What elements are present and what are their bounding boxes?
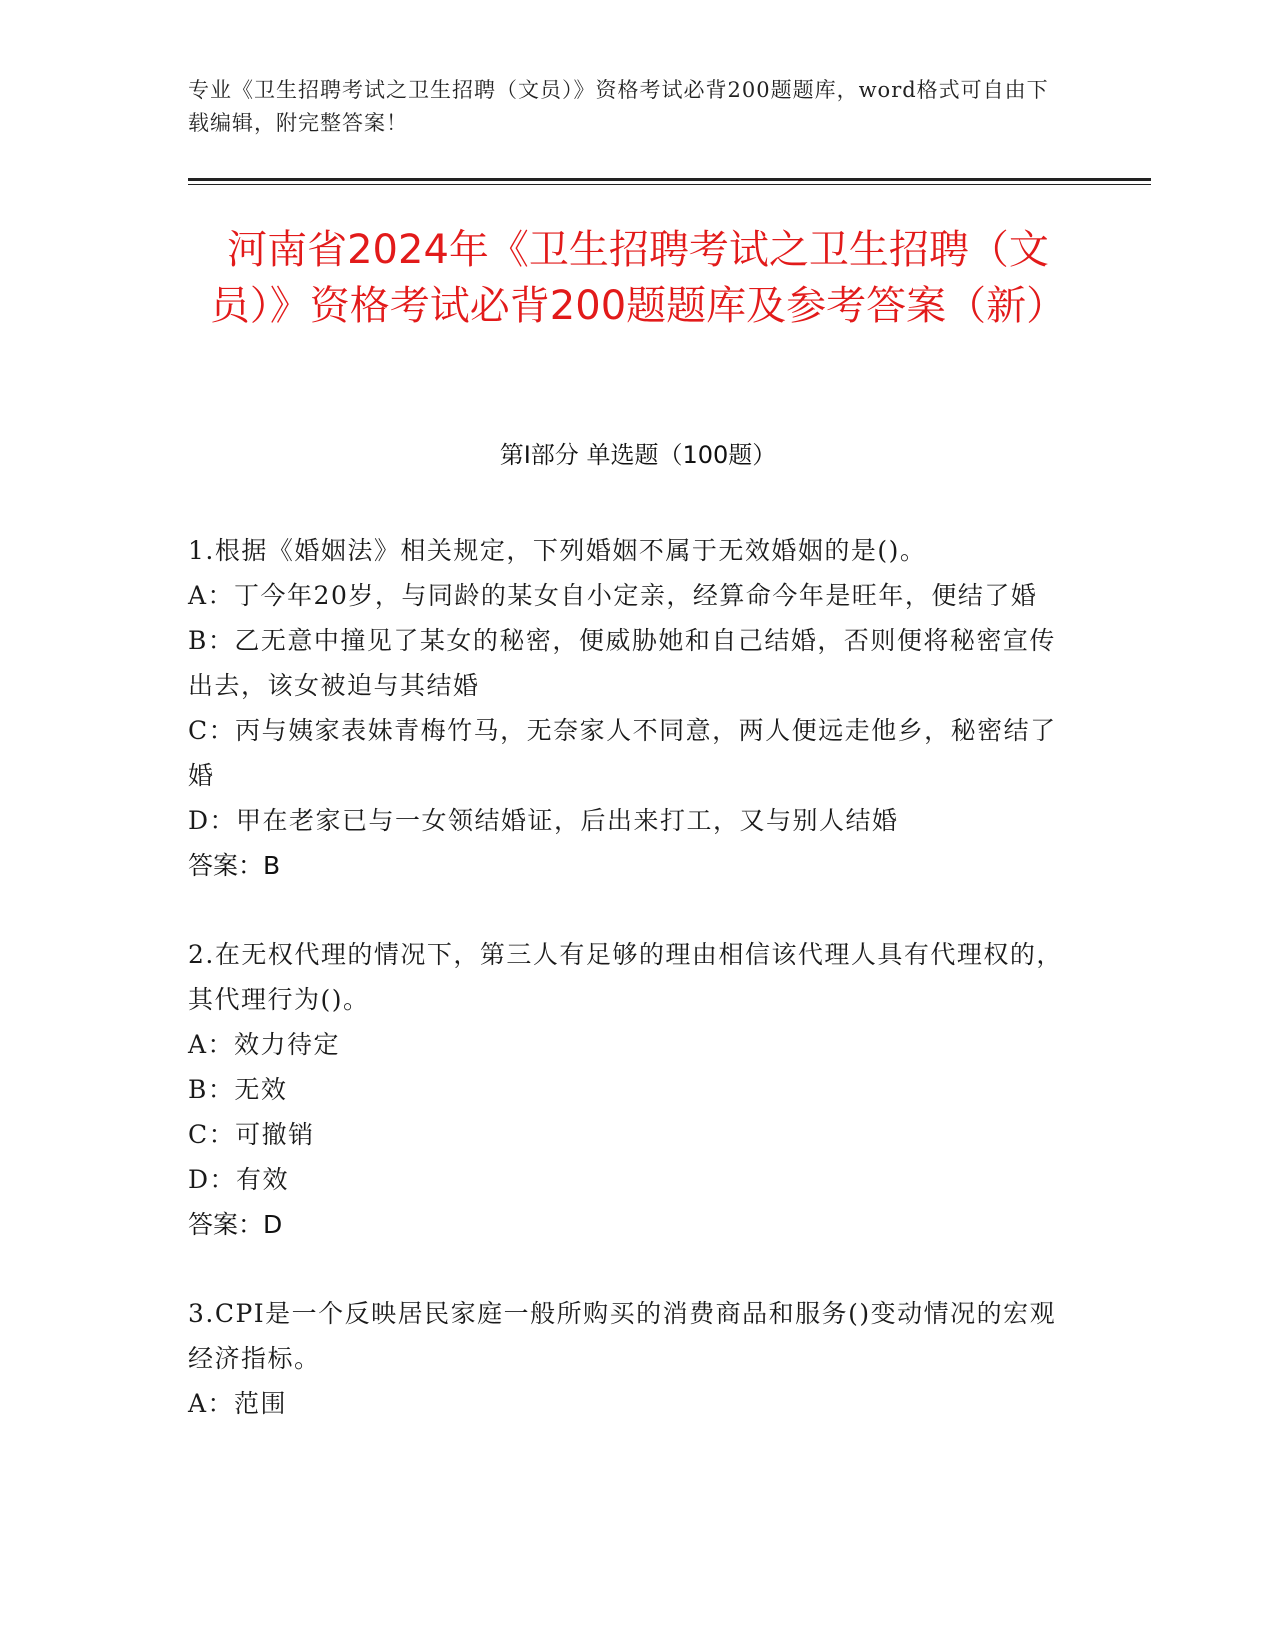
answer-line: 答案：B	[188, 851, 281, 880]
question-2	[188, 932, 1078, 1247]
section-heading: 第Ⅰ部分 单选题（100题）	[499, 441, 777, 469]
option-b: B：无效	[188, 1075, 288, 1104]
answer-line: 答案：D	[188, 1210, 283, 1239]
option-d: D：甲在老家已与一女领结婚证，后出来打工，又与别人结婚	[188, 806, 899, 835]
option-a: A：效力待定	[188, 1030, 341, 1059]
question-stem: 2.在无权代理的情况下，第三人有足够的理由相信该代理人具有代理权的，其代理行为()。	[188, 940, 1063, 1014]
header-divider-thick	[188, 178, 1151, 181]
header-note: 专业《卫生招聘考试之卫生招聘（文员）》资格考试必背200题题库，word格式可自由下载编辑，附完整答案！	[188, 78, 1049, 135]
option-a: A：范围	[188, 1389, 288, 1418]
header-divider-thin	[188, 184, 1151, 185]
option-d: D：有效	[188, 1165, 290, 1194]
question-1	[188, 528, 1078, 888]
option-b: B：乙无意中撞见了某女的秘密，便威胁她和自己结婚，否则便将秘密宣传出去，该女被迫与其结婚	[188, 626, 1056, 700]
question-3	[188, 1291, 1078, 1426]
option-c: C：丙与姨家表妹青梅竹马，无奈家人不同意，两人便远走他乡，秘密结了婚	[188, 716, 1057, 790]
option-a: A：丁今年20岁，与同龄的某女自小定亲，经算命今年是旺年，便结了婚	[188, 581, 1038, 610]
document-title: 河南省2024年《卫生招聘考试之卫生招聘（文员）》资格考试必背200题题库及参考答案（新）	[209, 227, 1067, 329]
question-stem: 1.根据《婚姻法》相关规定，下列婚姻不属于无效婚姻的是()。	[188, 536, 927, 565]
question-list	[188, 528, 1078, 1470]
question-stem: 3.CPI是一个反映居民家庭一般所购买的消费商品和服务()变动情况的宏观经济指标。	[188, 1299, 1057, 1373]
option-c: C：可撤销	[188, 1120, 315, 1149]
